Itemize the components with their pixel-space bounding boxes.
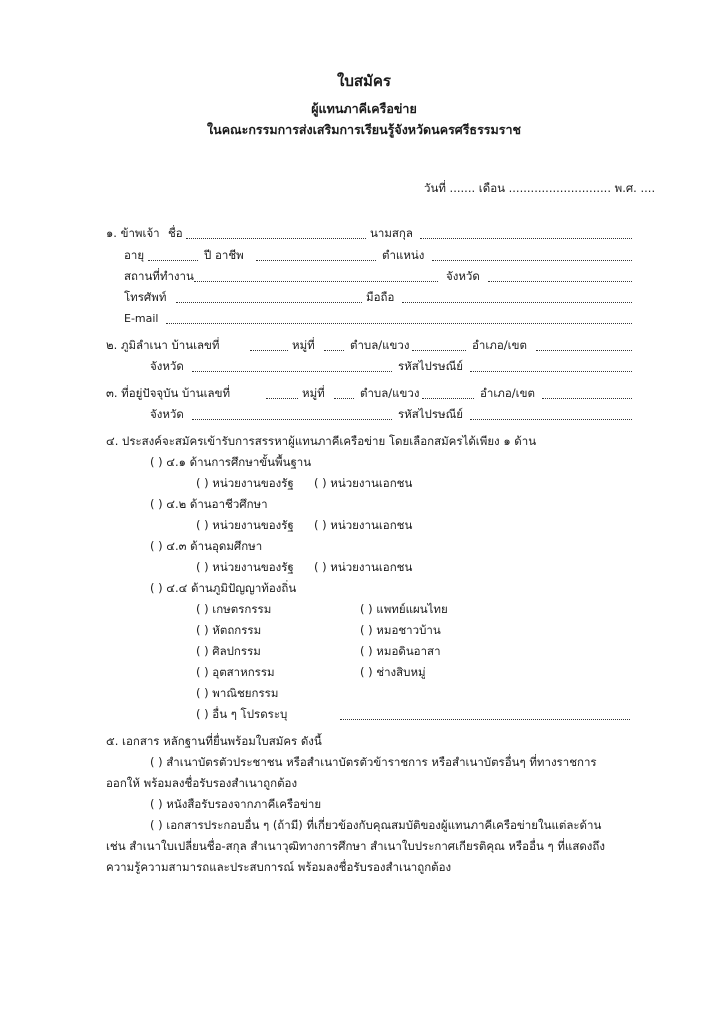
current-postcode-label: รหัสไปรษณีย์ — [398, 407, 464, 421]
current-tambon-field[interactable] — [422, 398, 474, 399]
occupation-label: ปี อาชีพ — [204, 248, 244, 262]
name-field[interactable] — [186, 238, 366, 239]
option-4-2-gov[interactable]: ( ) หน่วยงานของรัฐ — [196, 518, 294, 532]
position-label: ตำแหน่ง — [382, 248, 425, 262]
section2-label: ๒. ภูมิลำเนา บ้านเลขที่ — [106, 338, 220, 352]
doc-network-letter[interactable]: ( ) หนังสือรับรองจากภาคีเครือข่าย — [150, 797, 322, 811]
current-tambon-label: ตำบล/แขวง — [360, 386, 420, 400]
current-amphoe-field[interactable] — [542, 398, 632, 399]
home-tambon-label: ตำบล/แขวง — [350, 338, 410, 352]
section4-label: ๔. ประสงค์จะสมัครเข้ารับการสรรหาผู้แทนภาคีเครือข่าย โดยเลือกสมัครได้เพียง ๑ ด้าน — [106, 434, 537, 448]
workplace-label: สถานที่ทำงาน — [124, 269, 194, 283]
section1-label: ๑. ข้าพเจ้า — [106, 226, 160, 240]
wisdom-soil-volunteer[interactable]: ( ) หมอดินอาสา — [360, 644, 441, 658]
form-subtitle-1: ผู้แทนภาคีเครือข่าย — [311, 101, 417, 116]
option-4-4[interactable]: ( ) ๔.๔ ด้านภูมิปัญญาท้องถิ่น — [150, 581, 297, 595]
wisdom-commerce[interactable]: ( ) พาณิชยกรรม — [196, 686, 279, 700]
doc-other[interactable]: ( ) เอกสารประกอบอื่น ๆ (ถ้ามี) ที่เกี่ยวข้องกับคุณสมบัติของผู้แทนภาคีเครือข่ายในแต่ละด้าน — [150, 818, 602, 832]
option-4-1[interactable]: ( ) ๔.๑ ด้านการศึกษาขั้นพื้นฐาน — [150, 455, 312, 469]
home-number-field[interactable] — [250, 350, 288, 351]
home-postcode-label: รหัสไปรษณีย์ — [398, 359, 464, 373]
home-moo-label: หมู่ที่ — [292, 338, 315, 352]
current-province-label: จังหวัด — [150, 407, 184, 421]
email-label: E-mail — [124, 312, 159, 325]
wisdom-other[interactable]: ( ) อื่น ๆ โปรดระบุ — [196, 707, 288, 721]
section3-label: ๓. ที่อยู่ปัจจุบัน บ้านเลขที่ — [106, 386, 231, 400]
home-moo-field[interactable] — [324, 350, 344, 351]
doc-id-card[interactable]: ( ) สำเนาบัตรตัวประชาชน หรือสำเนาบัตรตัวข้าราชการ หรือสำเนาบัตรอื่นๆ ที่ทางราชการ — [150, 755, 597, 769]
mobile-label: มือถือ — [366, 290, 395, 304]
current-moo-field[interactable] — [334, 398, 354, 399]
surname-field[interactable] — [420, 238, 632, 239]
surname-label: นามสกุล — [370, 226, 413, 240]
name-label: ชื่อ — [168, 226, 183, 240]
doc-id-card-cont: ออกให้ พร้อมลงชื่อรับรองสำเนาถูกต้อง — [106, 776, 298, 790]
mobile-field[interactable] — [402, 302, 632, 303]
current-province-field[interactable] — [192, 419, 392, 420]
age-label: อายุ — [124, 248, 145, 262]
wisdom-thai-medicine[interactable]: ( ) แพทย์แผนไทย — [360, 602, 448, 616]
wisdom-agriculture[interactable]: ( ) เกษตรกรรม — [196, 602, 272, 616]
option-4-1-private[interactable]: ( ) หน่วยงานเอกชน — [314, 476, 413, 490]
home-amphoe-label: อำเภอ/เขต — [472, 338, 527, 352]
form-title: ใบสมัคร — [337, 72, 391, 90]
section5-label: ๕. เอกสาร หลักฐานที่ยื่นพร้อมใบสมัคร ดังนี้ — [106, 734, 322, 748]
date-line: วันที่ ....... เดือน ............................ พ.ศ. .... — [424, 181, 656, 195]
home-province-field[interactable] — [192, 371, 392, 372]
option-4-3[interactable]: ( ) ๔.๓ ด้านอุดมศึกษา — [150, 539, 263, 553]
option-4-3-gov[interactable]: ( ) หน่วยงานของรัฐ — [196, 560, 294, 574]
workplace-field[interactable] — [194, 281, 438, 282]
email-field[interactable] — [166, 323, 632, 324]
option-4-3-private[interactable]: ( ) หน่วยงานเอกชน — [314, 560, 413, 574]
option-4-2-private[interactable]: ( ) หน่วยงานเอกชน — [314, 518, 413, 532]
age-field[interactable] — [148, 260, 198, 261]
phone-field[interactable] — [176, 302, 362, 303]
wisdom-ten-crafts[interactable]: ( ) ช่างสิบหมู่ — [360, 665, 426, 679]
wisdom-arts[interactable]: ( ) ศิลปกรรม — [196, 644, 261, 658]
phone-label: โทรศัพท์ — [124, 290, 167, 304]
current-postcode-field[interactable] — [470, 419, 632, 420]
work-province-field[interactable] — [488, 281, 632, 282]
occupation-field[interactable] — [256, 260, 376, 261]
home-postcode-field[interactable] — [470, 371, 632, 372]
current-number-field[interactable] — [266, 398, 298, 399]
position-field[interactable] — [432, 260, 632, 261]
wisdom-folk-doctor[interactable]: ( ) หมอชาวบ้าน — [360, 623, 441, 637]
current-amphoe-label: อำเภอ/เขต — [480, 386, 535, 400]
home-province-label: จังหวัด — [150, 359, 184, 373]
home-tambon-field[interactable] — [412, 350, 466, 351]
wisdom-other-field[interactable] — [340, 719, 630, 720]
current-moo-label: หมู่ที่ — [302, 386, 325, 400]
wisdom-industry[interactable]: ( ) อุตสาหกรรม — [196, 665, 275, 679]
doc-other-cont-2: ความรู้ความสามารถและประสบการณ์ พร้อมลงชื่อรับรองสำเนาถูกต้อง — [106, 860, 452, 874]
home-amphoe-field[interactable] — [536, 350, 632, 351]
form-subtitle-2: ในคณะกรรมการส่งเสริมการเรียนรู้จังหวัดนครศรีธรรมราช — [207, 122, 521, 137]
wisdom-handicraft[interactable]: ( ) หัตถกรรม — [196, 623, 262, 637]
work-province-label: จังหวัด — [446, 269, 480, 283]
option-4-1-gov[interactable]: ( ) หน่วยงานของรัฐ — [196, 476, 294, 490]
option-4-2[interactable]: ( ) ๔.๒ ด้านอาชีวศึกษา — [150, 497, 268, 511]
doc-other-cont-1: เช่น สำเนาใบเปลี่ยนชื่อ-สกุล สำเนาวุฒิทางการศึกษา สำเนาใบประกาศเกียรติคุณ หรืออื่น ๆ ที่แสดงถึง — [106, 839, 605, 853]
